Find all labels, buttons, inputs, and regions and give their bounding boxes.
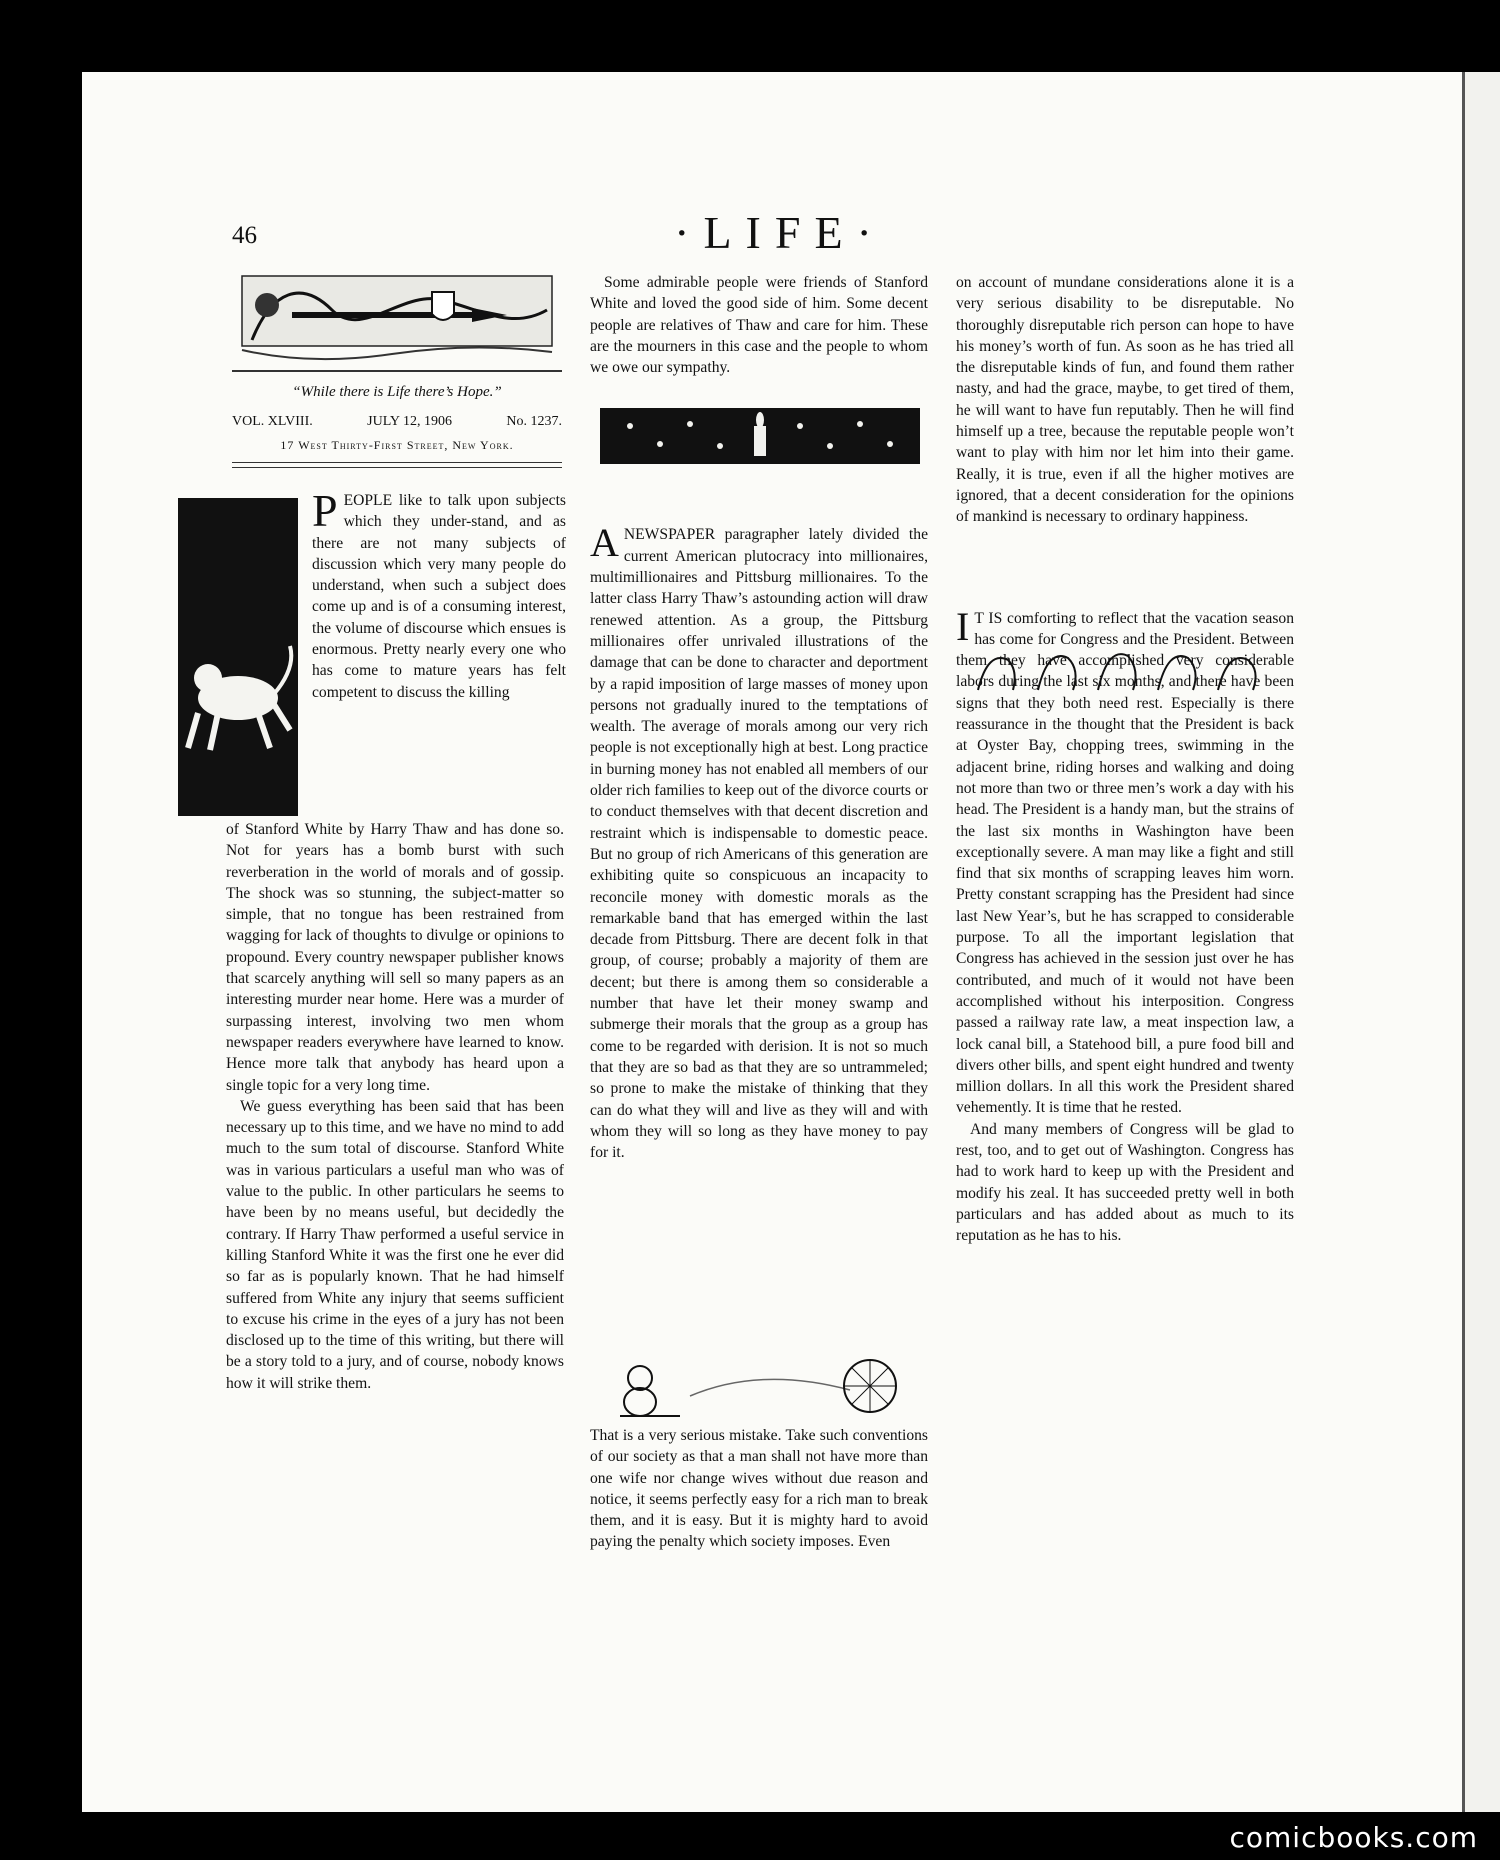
volume-label: VOL. XLVIII. [232, 414, 313, 429]
millionaires-paragraph: NEWSPAPER paragrapher lately divided the current American plutocracy into millionaires, multimillionaires and Pittsburg millionaires. To the latter class Harry Thaw’s astounding action will draw renewed attention. As a group, the Pittsburg millionaires offer unrivaled illustrations of the damage that can be done to character and deportment by a rapid imposition of large masses of money upon persons not gradually inured to the temptations of wealth. The average of morals among our very rich people is not exceptionally high at best. Long practice in burning money has not enabled all members of our older rich families to keep out of the divorce courts or to conduct themselves with that decent discretion and restraint which is indispensable to domestic peace. But no group of rich Americans of this generation are exhibiting quite so conspicuous an incapacity to reconcile money with domestic morals as the remarkable band that has emerged within the last decade from Pittsburg. There are decent folk in that group, of course; probably a majority of them are decent; but there is among them so considerable a number that have let their money swamp and submerge their morals that the group as a group has come to be regarded with derision. It is not so much that they are so bad as that they are so untrammeled; so prone to make the mistake of thinking that they can do what they will and live as they will and with whom they will so long as they have money to pay for it. [590, 526, 928, 1162]
article-mistake [590, 1425, 928, 1553]
article-people-para2: We guess everything has been said that has been necessary up to this time, and we have no mind to add much to the sum total of discourse. Stanford White was in various particulars a useful man who was of value to the public. In other particulars he seems to have been by no means useful, but decidedly the contrary. If Harry Thaw performed a useful service in killing Stanford White it was the first one he ever did so far as is popularly known. That he had himself suffered from White any injury that seems sufficient to excuse his crime in the eyes of a jury has not been disclosed up to the time of this writing, but there will be a story told to a jury, and of course, nobody knows how it will strike them. [226, 1097, 564, 1392]
motto: “While there is Life there’s Hope.” [292, 384, 502, 400]
article-people-para1: of Stanford White by Harry Thaw and has done so. Not for years has a bomb burst with such reverberation in the world of morals and of gossip. The shock was so stunning, the subject-matter so simple, that no tongue has been restrained from wagging for lack of thoughts to divulge or opinions to propound. Every country newspaper publisher knows that scarcely anything will sell so many papers as an interesting murder near home. Here was a murder of surpassing interest, involving two men whom newspaper readers everywhere have learned to know. Hence more talk that anybody has heard upon a single topic for a very long time. [226, 821, 564, 1094]
drop-cap-a: A [590, 520, 619, 566]
mourners-paragraph: Some admirable people were friends of Stanford White and loved the good side of him. Some decent people are relatives of Thaw and care for him. These are the mourners in this case and the people to whom we owe our sympathy. [590, 274, 928, 377]
issue-number: No. 1237. [506, 414, 562, 429]
reputable-paragraph: on account of mundane considerations alone it is a very serious disability to be disreputable. No thoroughly disreputable rich person can hope to have his money’s worth of fun. As soon as he has tried all the disreputable kinds of fun, and found them rather nasty, and had the grace, maybe, to get tired of them, he will want to have fun reputably. Then he will find himself up a tree, because the reputable people won’t want to play with him nor let him into their game. Really, it is true, even if all the higher motives are ignored, that a decent consideration for the opinions of mankind is necessary to ordinary happiness. [956, 274, 1294, 526]
office-address: 17 West Thirty-First Street, New York. [280, 438, 514, 452]
article-people-lead: EOPLE like to talk upon subjects which they under-stand, and as there are not many subjects of discussion which very many people do understand, when such a subject does come up and is of a consuming interest, the volume of discourse which ensues is enormous. Pretty nearly every one who has come to mature years has felt competent to discuss the killing [312, 492, 566, 701]
drop-cap-p: P [312, 485, 338, 536]
issue-line [232, 414, 562, 430]
mistake-paragraph: That is a very serious mistake. Take such conventions of our society as that a man shall not have more than one wife nor change wives without due reason and notice, it seems perfectly easy for a rich man to break them, and it is easy. But it is mighty hard to avoid paying the penalty which society imposes. Even [590, 1427, 928, 1551]
masthead-illustration [232, 270, 562, 372]
article-congress [956, 272, 1294, 1246]
candle-ornament [600, 408, 920, 464]
facing-page-edge [1462, 72, 1500, 1812]
vacation-paragraph: T IS comforting to reflect that the vacation season has come for Congress and the President. Between them they have accomplished very considerable labors during the last six months, and there have been signs that they both need rest. Especially is there reassurance in the thought that the President is back at Oyster Bay, chopping trees, swimming in the adjacent brine, riding horses and walking and doing not more than two or three men’s work a day with his head. The President is a handy man, but the strains of the last six months in Washington have been exceptionally severe. A man may like a fight and still find that six months of scrapping leaves him worn. Pretty constant scrapping has the President had since last New Year’s, but he has scrapped to considerable purpose. To all the important legislation that Congress has achieved in the session just over he has contributed, and much of it would not have been accomplished without his interposition. Congress passed a railway rate law, a meat inspection law, a lock canal bill, a Statehood bill, a pure food bill and divers other bills, and spent eight hundred and twenty million dollars. In all this work the President shared vehemently. It is time that he rested. [956, 609, 1294, 1117]
article-people-body [226, 819, 564, 1394]
issue-date: JULY 12, 1906 [367, 414, 452, 429]
masthead-title: ·LIFE· [674, 207, 886, 258]
congress-rest-paragraph: And many members of Congress will be glad to rest, too, and to get out of Washington. Congress has had to work hard to keep up with the President and modify his zeal. It has succeeded pretty well in both particulars and has added about as much to its reputation as he has to his. [956, 1120, 1294, 1245]
masthead-rule [232, 462, 562, 468]
page-number: 46 [232, 222, 257, 249]
article-people-intro [312, 485, 566, 703]
drop-cap-i: I [956, 603, 970, 649]
dog-illustration [178, 498, 298, 816]
article-millionaires [590, 272, 928, 1163]
watermark-brand: comicbooks.com [1229, 1821, 1478, 1854]
clapping-hands-illustration [968, 640, 1288, 700]
monkey-wheel-illustration [600, 1356, 920, 1418]
